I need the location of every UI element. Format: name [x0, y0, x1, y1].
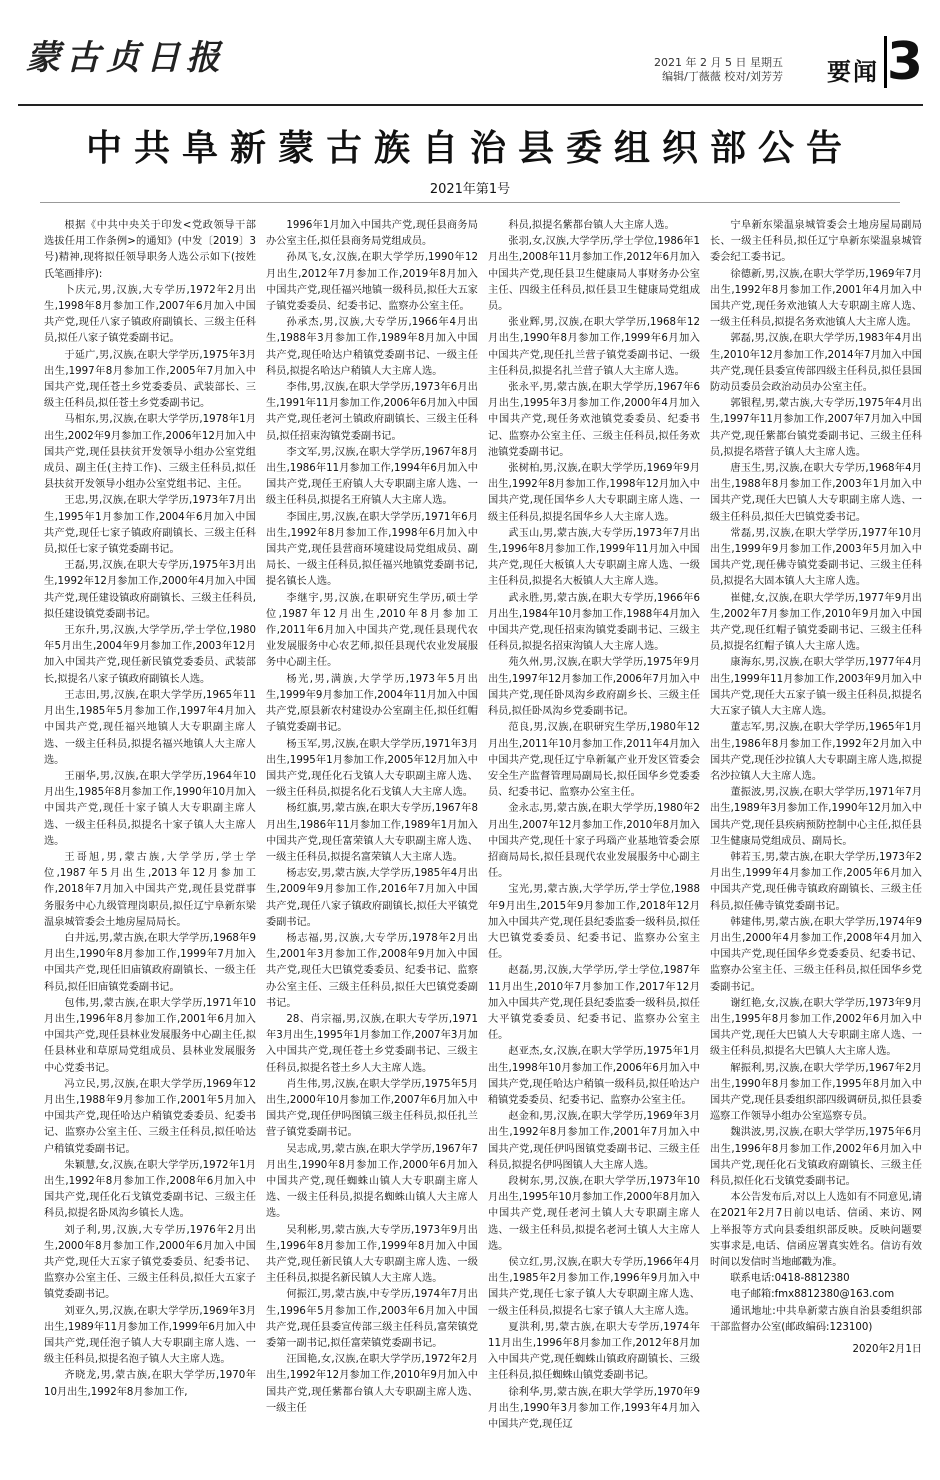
text-column-4 [710, 218, 922, 1468]
paragraph: 张树柏,男,汉族,在职大学学历,1969年9月出生,1992年8月参加工作,1998年12月加入中国共产党,现任国华乡人大专职副主席人选、一级主任科员,拟提名国华乡人大主席人选。 [488, 463, 700, 523]
paragraph: 魏洪波,男,汉族,在职大学学历,1975年6月出生,1996年8月参加工作,2002年6月加入中国共产党,现任化石戈镇政府副镇长、三级主任科员,拟任化石戈镇党委副书记。 [710, 1127, 922, 1187]
paragraph: 范良,男,汉族,在职研究生学历,1980年12月出生,2011年10月参加工作,2011年4月加入中国共产党,现任辽宁阜新氟产业开发区管委会安全生产监督管理局副局长,拟任国华乡党委委员、纪委书记、监察办公室主任。 [488, 722, 700, 799]
paragraph: 根据《中共中央关于印发<党政领导干部选拔任用工作条例>的通知》(中发〔2019〕3号)精神,现将拟任领导职务人选公示如下(按姓氏笔画排序): [44, 220, 256, 280]
announcement-headline: 中共阜新蒙古族自治县委组织部公告 [85, 127, 854, 169]
paragraph: 张永平,男,蒙古族,在职大学学历,1967年6月出生,1995年3月参加工作,2000年4月加入中国共产党,现任务欢池镇党委委员、纪委书记、监察办公室主任、三级主任科员,拟任务欢池镇党委副书记。 [488, 382, 700, 458]
paragraph: 吴志成,男,蒙古族,在职大学学历,1967年7月出生,1990年8月参加工作,2000年6月加入中国共产党,现任蜘蛛山镇人大专职副主席人选、一级主任科员,拟提名蜘蛛山镇人大主席人选。 [266, 1143, 478, 1220]
paragraph: 本公告发布后,对以上人选如有不同意见,请在2021年2月7日前以电话、信函、来访、网上举报等方式向县委组织部反映。反映问题要实事求是,电话、信函应署真实姓名。信访有效时间以发信时当地邮戳为准。 [710, 1192, 922, 1268]
paragraph: 王东升,男,汉族,大学学历,学士学位,1980年5月出生,2004年9月参加工作,2003年12月加入中国共产党,现任新民镇党委委员、武装部长,拟提名八家子镇政府副镇长人选。 [44, 625, 256, 685]
editor-credits: 编辑/丁薇薇 校对/刘芳芳 [662, 70, 783, 83]
newspaper-logo: 蒙古贞日报 [26, 38, 226, 78]
paragraph: 肖生伟,男,汉族,在职大学学历,1975年5月出生,2000年10月参加工作,2007年6月加入中国共产党,现任伊吗图镇三级主任科员,拟任扎兰营子镇党委副书记。 [266, 1078, 478, 1139]
paragraph: 康海东,男,汉族,在职大学学历,1977年4月出生,1999年11月参加工作,2003年9月加入中国共产党,现任大五家子镇一级主任科员,拟提名大五家子镇人大主席人选。 [710, 657, 922, 718]
paragraph: 何振江,男,蒙古族,中专学历,1974年7月出生,1996年5月参加工作,2003年6月加入中国共产党,现任县委宣传部三级主任科员,富荣镇党委第一副书记,拟任富荣镇党委副书记。 [266, 1289, 478, 1350]
announcement-date: 2020年2月1日 [852, 1344, 922, 1356]
page-number: 3 [886, 32, 923, 92]
paragraph: 王志田,男,汉族,在职大学学历,1965年11月出生,1985年5月参加工作,1997年4月加入中国共产党,现任福兴地镇人大专职副主席人选、一级主任科员,拟提名福兴地镇人大主席人选。 [44, 689, 256, 766]
paragraph: 杨玉军,男,汉族,在职大学学历,1971年3月出生,1995年1月参加工作,2005年12月加入中国共产党,现任化石戈镇人大专职副主席人选、一级主任科员,拟提名化石戈镇人大主席人选。 [266, 738, 478, 799]
paragraph: 白井远,男,蒙古族,在职大学学历,1968年9月出生,1990年8月参加工作,1999年7月加入中国共产党,现任旧庙镇政府副镇长、一级主任科员,拟任旧庙镇党委副书记。 [44, 932, 256, 993]
paragraph: 徐德新,男,汉族,在职大学学历,1969年7月出生,1992年8月参加工作,2001年4月加入中国共产党,现任务欢池镇人大专职副主席人选、一级主任科员,拟提名务欢池镇人大主席人选。 [710, 268, 922, 329]
paragraph: 马相东,男,汉族,在职大学学历,1978年1月出生,2002年9月参加工作,2006年12月加入中国共产党,现任县扶贫开发领导小组办公室党组成员、副主任(主持工作)、三级主任科员,拟任县扶贫开发领导小组办公室党组书记、主任。 [44, 414, 256, 491]
paragraph: 王丽华,男,汉族,在职大学学历,1964年10月出生,1985年8月参加工作,1990年10月加入中国共产党,现任十家子镇人大专职副主席人选、一级主任科员,拟提名十家子镇人大主席人选。 [44, 770, 256, 847]
paragraph: 赵金和,男,汉族,在职大学学历,1969年3月出生,1992年8月参加工作,2001年7月加入中国共产党,现任伊吗图镇党委副书记、三级主任科员,拟提名伊吗图镇人大主席人选。 [488, 1111, 700, 1171]
paragraph: 宁阜新东梁温泉城管委会土地房屋局副局长、一级主任科员,拟任辽宁阜新东梁温泉城管委会纪工委书记。 [710, 220, 922, 264]
publication-date: 2021 年 2 月 5 日 星期五 [654, 56, 783, 69]
paragraph: 冯立民,男,汉族,在职大学学历,1969年12月出生,1988年9月参加工作,2001年5月加入中国共产党,现任哈达户稍镇党委委员、纪委书记、监察办公室主任、三级主任科员,拟任哈达户稍镇党委副书记。 [44, 1078, 256, 1155]
headline-rule [40, 202, 900, 203]
paragraph: 宝光,男,蒙古族,大学学历,学士学位,1988年9月出生,2015年9月参加工作,2018年12月加入中国共产党,现任县纪委监委一级科员,拟任大巴镇党委委员、纪委书记、监察办公室主任。 [488, 884, 700, 961]
paragraph: 齐晓龙,男,蒙古族,在职大学学历,1970年10月出生,1992年8月参加工作, [44, 1370, 256, 1398]
paragraph: 武玉山,男,蒙古族,大专学历,1973年7月出生,1996年8月参加工作,1999年11月加入中国共产党,现任大板镇人大专职副主席人选、一级主任科员,拟提名大板镇人大主席人选。 [488, 527, 700, 588]
section-name: 要闻 [827, 58, 879, 86]
paragraph: 刘子利,男,汉族,大专学历,1976年2月出生,2000年8月参加工作,2000年6月加入中国共产党,现任大五家子镇党委委员、纪委书记、监察办公室主任、三级主任科员,拟任大五家子镇党委副书记。 [44, 1224, 256, 1301]
paragraph: 徐利华,男,蒙古族,在职大学学历,1970年9月出生,1990年3月参加工作,1993年4月加入中国共产党,现任辽 [488, 1386, 700, 1431]
masthead [18, 18, 923, 108]
paragraph: 电子邮箱:fmx8812380@163.com [730, 1289, 895, 1301]
paragraph: 李文军,男,汉族,在职大学学历,1967年8月出生,1986年11月参加工作,1994年6月加入中国共产党,现任王府镇人大专职副主席人选、一级主任科员,拟提名王府镇人大主席人选。 [266, 446, 478, 507]
paragraph: 王磊,男,汉族,在职大专学历,1975年3月出生,1992年12月参加工作,2000年4月加入中国共产党,现任建设镇政府副镇长、三级主任科员,拟任建设镇党委副书记。 [44, 560, 256, 620]
paragraph: 张业辉,男,汉族,在职大学学历,1968年12月出生,1990年8月参加工作,1999年6月加入中国共产党,现任扎兰营子镇党委副书记、一级主任科员,拟提名扎兰营子镇人大主席人选。 [488, 317, 700, 377]
paragraph: 孙凤飞,女,汉族,在职大学学历,1990年12月出生,2012年7月参加工作,2019年8月加入中国共产党,现任福兴地镇一级科员,拟任大五家子镇党委委员、纪委书记、监察办公室主任。 [266, 252, 478, 313]
paragraph: 李伟,男,汉族,在职大学学历,1973年6月出生,1991年11月参加工作,2006年6月加入中国共产党,现任老河土镇政府副镇长、三级主任科员,拟任招束沟镇党委副书记。 [266, 382, 478, 442]
paragraph: 于延广,男,汉族,在职大学学历,1975年3月出生,1997年8月参加工作,2005年7月加入中国共产党,现任苍土乡党委委员、武装部长、三级主任科员,拟任苍土乡党委副书记。 [44, 349, 256, 410]
paragraph: 郭银程,男,蒙古族,大专学历,1975年4月出生,1997年11月参加工作,2007年7月加入中国共产党,现任紫都台镇党委副书记、三级主任科员,拟提名塔营子镇人大主席人选。 [710, 398, 922, 458]
paragraph: 唐玉生,男,汉族,在职大专学历,1968年4月出生,1988年8月参加工作,2003年1月加入中国共产党,现任大巴镇人大专职副主席人选、一级主任科员,拟任大巴镇党委书记。 [710, 463, 922, 523]
paragraph: 1996年1月加入中国共产党,现任县商务局办公室主任,拟任县商务局党组成员。 [266, 220, 478, 248]
paragraph: 王忠,男,汉族,在职大学学历,1973年7月出生,1995年1月参加工作,2004年6月加入中国共产党,现任七家子镇政府副镇长、三级主任科员,拟任七家子镇党委副书记。 [44, 495, 256, 556]
paragraph: 苑久州,男,汉族,在职大学学历,1975年9月出生,1997年12月参加工作,2006年7月加入中国共产党,现任卧凤沟乡政府副乡长、三级主任科员,拟任卧凤沟乡党委副书记。 [488, 657, 700, 718]
text-column-3 [488, 218, 700, 1468]
text-column-1 [44, 218, 256, 1468]
article-body [44, 218, 922, 1468]
paragraph: 刘亚久,男,汉族,在职大学学历,1969年3月出生,1989年11月参加工作,1999年6月加入中国共产党,现任泡子镇人大专职副主席人选、一级主任科员,拟提名泡子镇人大主席人选。 [44, 1305, 256, 1366]
paragraph: 谢红艳,女,汉族,在职大学学历,1973年9月出生,1995年8月参加工作,2002年6月加入中国共产党,现任大巴镇人大专职副主席人选、一级主任科员,拟提名大巴镇人大主席人选。 [710, 997, 922, 1058]
paragraph: 韩若玉,男,蒙古族,在职大学学历,1973年2月出生,1999年4月参加工作,2005年6月加入中国共产党,现任佛寺镇政府副镇长、三级主任科员,拟任佛寺镇党委副书记。 [710, 851, 922, 912]
paragraph: 李国庄,男,汉族,在职大学学历,1971年6月出生,1992年8月参加工作,1998年6月加入中国共产党,现任县营商环境建设局党组成员、副局长、一级主任科员,拟任福兴地镇党委副书记,提名镇长人选。 [266, 511, 478, 588]
paragraph: 解振利,男,汉族,在职大学学历,1967年2月出生,1990年8月参加工作,1995年8月加入中国共产党,现任县委组织部四级调研员,拟任县委巡察工作领导小组办公室巡察专员。 [710, 1062, 922, 1123]
paragraph: 卜庆元,男,汉族,大专学历,1972年2月出生,1998年8月参加工作,2007年6月加入中国共产党,现任八家子镇政府副镇长、三级主任科员,拟任八家子镇党委副书记。 [44, 284, 256, 345]
paragraph: 张羽,女,汉族,大学学历,学士学位,1986年1月出生,2008年11月参加工作,2012年6月加入中国共产党,现任县卫生健康局人事财务办公室主任、四级主任科员,拟任县卫生健康局党组成员。 [488, 236, 700, 313]
paragraph: 董振波,男,汉族,在职大学学历,1971年7月出生,1989年3月参加工作,1990年12月加入中国共产党,现任县疾病预防控制中心主任,拟任县卫生健康局党组成员、副局长。 [710, 787, 922, 847]
paragraph: 28、肖宗福,男,汉族,在职大专学历,1971年3月出生,1995年1月参加工作,2007年3月加入中国共产党,现任苍土乡党委副书记、三级主任科员,拟提名苍土乡人大主席人选。 [266, 1013, 478, 1074]
paragraph: 杨志安,男,蒙古族,大学学历,1985年4月出生,2009年9月参加工作,2016年7月加入中国共产党,现任八家子镇政府副镇长,拟任大平镇党委副书记。 [266, 868, 478, 928]
masthead-rule [18, 104, 923, 106]
paragraph: 朱颖慧,女,汉族,在职大学学历,1972年1月出生,1992年8月参加工作,2008年6月加入中国共产党,现任化石戈镇党委副书记、三级主任科员,拟提名卧凤沟乡镇长人选。 [44, 1159, 256, 1220]
paragraph: 赵磊,男,汉族,大学学历,学士学位,1987年11月出生,2010年7月参加工作,2017年12月加入中国共产党,现任县纪委监委一级科员,拟任大平镇党委委员、纪委书记、监察办公室主任。 [488, 965, 700, 1042]
paragraph: 杨光,男,满族,大学学历,1973年5月出生,1999年9月参加工作,2004年11月加入中国共产党,原县新农村建设办公室副主任,拟任红帽子镇党委副书记。 [266, 673, 478, 734]
paragraph: 汪国艳,女,汉族,在职大学学历,1972年2月出生,1992年12月参加工作,2010年9月加入中国共产党,现任紫都台镇人大专职副主席人选、一级主任 [266, 1354, 478, 1414]
paragraph: 科员,拟提名紫都台镇人大主席人选。 [508, 220, 675, 231]
edition-meta [654, 56, 783, 84]
paragraph: 李继宇,男,汉族,在职研究生学历,硕士学位,1987年12月出生,2010年8月参加工作,2011年6月加入中国共产党,现任县现代农业发展服务中心农艺师,拟任县现代农业发展服务中心副主任。 [266, 592, 478, 669]
paragraph: 常磊,男,汉族,在职大学学历,1977年10月出生,1999年9月参加工作,2003年5月加入中国共产党,现任佛寺镇党委副书记、三级主任科员,拟提名大固本镇人大主席人选。 [710, 527, 922, 588]
paragraph: 崔健,女,汉族,在职大学学历,1977年9月出生,2002年7月参加工作,2010年9月加入中国共产党,现任红帽子镇党委副书记、三级主任科员,拟提名红帽子镇人大主席人选。 [710, 592, 922, 653]
paragraph: 武永胜,男,蒙古族,在职大专学历,1966年6月出生,1984年10月参加工作,1988年4月加入中国共产党,现任招束沟镇党委副书记、三级主任科员,拟提名招束沟镇人大主席人选。 [488, 592, 700, 653]
paragraph: 董志军,男,汉族,在职大学学历,1965年1月出生,1986年8月参加工作,1992年2月加入中国共产党,现任沙拉镇人大专职副主席人选,拟提名沙拉镇人大主席人选。 [710, 722, 922, 782]
paragraph: 通讯地址:中共阜新蒙古族自治县委组织部干部监督办公室(邮政编码:123100) [710, 1305, 922, 1333]
paragraph: 杨红旗,男,蒙古族,在职大专学历,1967年8月出生,1986年11月参加工作,1989年1月加入中国共产党,现任富荣镇人大专职副主席人选、一级主任科员,拟提名富荣镇人大主席人选。 [266, 803, 478, 863]
paragraph: 包伟,男,蒙古族,在职大学学历,1971年10月出生,1996年8月参加工作,2001年6月加入中国共产党,现任县林业发展服务中心副主任,拟任县林业和草原局党组成员、县林业发展服务中心党委书记。 [44, 997, 256, 1074]
paragraph: 段树东,男,汉族,在职大学学历,1973年10月出生,1995年10月参加工作,2000年8月加入中国共产党,现任老河土镇人大专职副主席人选、一级主任科员,拟提名老河土镇人大主席人选。 [488, 1175, 700, 1252]
paragraph: 王哥旭,男,蒙古族,大学学历,学士学位,1987年5月出生,2013年12月参加工作,2018年7月加入中国共产党,现任县党群事务服务中心九级管理岗职员,拟任辽宁阜新东梁温泉城管委会土地房屋局局长。 [44, 851, 256, 928]
issue-number: 2021年第1号 [429, 182, 511, 197]
paragraph: 吴利彬,男,蒙古族,大专学历,1973年9月出生,1996年8月参加工作,1999年8月加入中国共产党,现任新民镇人大专职副主席人选、一级主任科员,拟提名新民镇人大主席人选。 [266, 1224, 478, 1285]
paragraph: 夏洪利,男,蒙古族,在职大专学历,1974年11月出生,1996年8月参加工作,2012年8月加入中国共产党,现任蜘蛛山镇政府副镇长、三级主任科员,拟任蜘蛛山镇党委副书记。 [488, 1321, 700, 1382]
text-column-2 [266, 218, 478, 1468]
paragraph: 侯立红,男,汉族,在职大专学历,1966年4月出生,1985年2月参加工作,1996年9月加入中国共产党,现任七家子镇人大专职副主席人选、一级主任科员,拟提名七家子镇人大主席人选。 [488, 1257, 700, 1317]
paragraph: 联系电话:0418-8812380 [730, 1273, 850, 1285]
paragraph: 郭磊,男,汉族,在职大学学历,1983年4月出生,2010年12月参加工作,2014年7月加入中国共产党,现任县委宣传部四级主任科员,拟任县国防动员委员会政治动员办公室主任。 [710, 333, 922, 394]
paragraph: 赵亚杰,女,汉族,在职大学学历,1975年1月出生,1998年10月参加工作,2006年6月加入中国共产党,现任哈达户稍镇一级科员,拟任哈达户稍镇党委委员、纪委书记、监察办公室主任。 [488, 1046, 700, 1106]
paragraph: 金永志,男,蒙古族,在职大学学历,1980年2月出生,2007年12月参加工作,2010年8月加入中国共产党,现任十家子玛瑙产业基地管委会原招商局局长,拟任县现代农业发展服务中心副主任。 [488, 803, 700, 880]
paragraph: 杨志福,男,汉族,大专学历,1978年2月出生,2001年3月参加工作,2008年9月加入中国共产党,现任大巴镇党委委员、纪委书记、监察办公室主任、三级主任科员,拟任大巴镇党委副书记。 [266, 932, 478, 1009]
paragraph: 韩建伟,男,蒙古族,在职大学学历,1974年9月出生,2000年4月参加工作,2008年4月加入中国共产党,现任国华乡党委委员、纪委书记、监察办公室主任、三级主任科员,拟任国华乡党委副书记。 [710, 916, 922, 993]
paragraph: 孙承杰,男,汉族,大专学历,1966年4月出生,1988年3月参加工作,1989年8月加入中国共产党,现任哈达户稍镇党委副书记、一级主任科员,拟提名哈达户稍镇人大主席人选。 [266, 317, 478, 377]
